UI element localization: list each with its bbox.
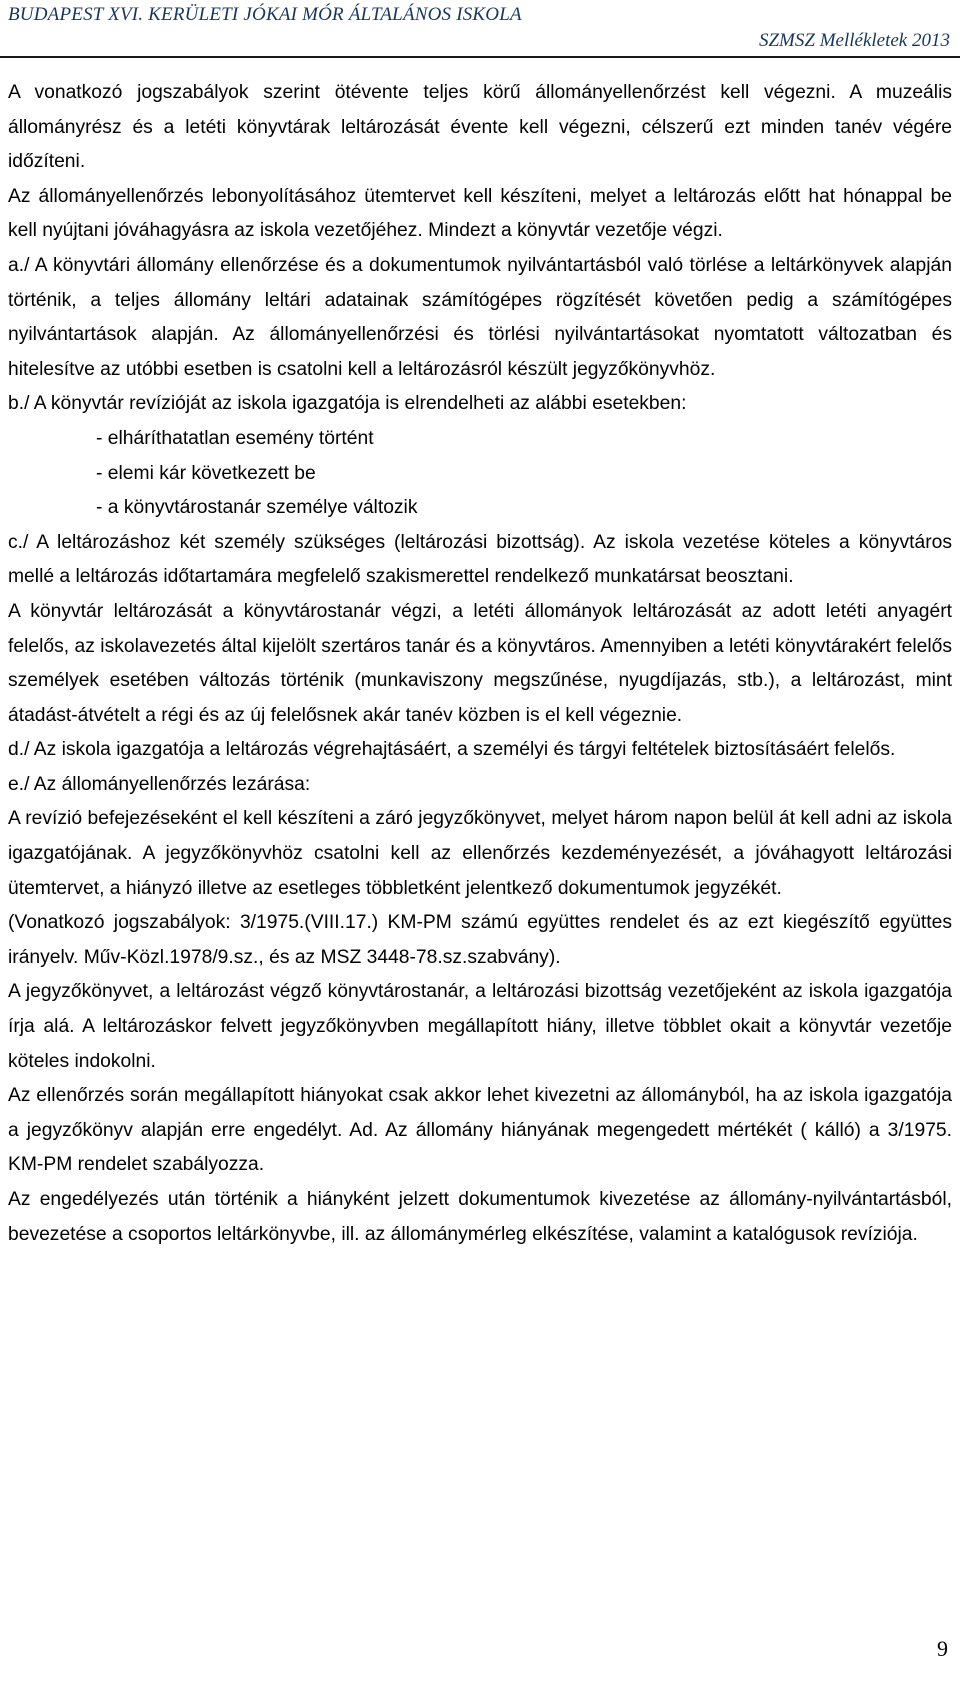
- paragraph: Az ellenőrzés során megállapított hiányokat csak akkor lehet kivezetni az állományból, ha az iskola igazgatója a jegyzőkönyv alapján erre engedélyt. Ad. Az állomány hiányának megengedett mértékét ( kálló) a 3/1975. KM-PM rendelet szabályozza.: [8, 1085, 952, 1176]
- header-divider: [0, 56, 960, 58]
- paragraph: A revízió befejezéseként el kell készíteni a záró jegyzőkönyvet, melyet három napon belül át kell adni az iskola igazgatójának. A jegyzőkönyvhöz csatolni kell az ellenőrzés kezdeményezését, a jóváhagyott leltározási ütemtervet, a hiányzó illetve az esetleges többletként jelentkező dokumentumok jegyzékét.: [8, 808, 952, 899]
- paragraph: (Vonatkozó jogszabályok: 3/1975.(VIII.17.) KM-PM számú együttes rendelet és az ezt kiegészítő együttes irányelv. Műv-Közl.1978/9.sz., és az MSZ 3448-78.sz.szabvány).: [8, 912, 952, 968]
- list-item: - elháríthatatlan esemény történt: [96, 427, 374, 449]
- paragraph: e./ Az állományellenőrzés lezárása:: [8, 773, 311, 795]
- revision-cases-list: [8, 422, 952, 526]
- document-label: SZMSZ Mellékletek 2013: [758, 30, 950, 51]
- paragraph: A könyvtár leltározását a könyvtárostanár végzi, a letéti állományok leltározását az adott letéti anyagért felelős, az iskolavezetés által kijelölt szertáros tanár és a könyvtáros. Amennyiben a letéti könyvtárakért felelős személyek esetében változás történik (munkaviszony megszűnése, nyugdíjazás, stb.), a leltározást, mint átadást-átvételt a régi és az új felelősnek akár tanév közben is el kell végeznie.: [8, 600, 952, 726]
- paragraph: d./ Az iskola igazgatója a leltározás végrehajtásáért, a személyi és tárgyi feltételek biztosításáért felelős.: [8, 739, 896, 761]
- paragraph: Az állományellenőrzés lebonyolításához ütemtervet kell készíteni, melyet a leltározás előtt hat hónappal be kell nyújtani jóváhagyásra az iskola vezetőjéhez. Mindezt a könyvtár vezetője végzi.: [8, 185, 952, 242]
- paragraph: b./ A könyvtár revízióját az iskola igazgatója is elrendelheti az alábbi esetekben:: [8, 393, 687, 415]
- paragraph: a./ A könyvtári állomány ellenőrzése és a dokumentumok nyilvántartásból való törlése a leltárkönyvek alapján történik, a teljes állomány leltári adatainak számítógépes rögzítését követően pedig a számítógépes nyilvántartások alapján. Az állományellenőrzési és törlési nyilvántartásokat nyomtatott változatban és hitelesítve az utóbbi esetben is csatolni kell a leltározásról készült jegyzőkönyvhöz.: [8, 254, 952, 380]
- list-item: - a könyvtárostanár személye változik: [96, 497, 418, 519]
- document-body: [8, 76, 952, 1252]
- paragraph: A vonatkozó jogszabályok szerint ötévente teljes körű állományellenőrzést kell végezni. A muzeális állományrész és a letéti könyvtárak leltározását évente kell végezni, célszerű ezt minden tanév végére időzíteni.: [8, 82, 952, 173]
- school-name: BUDAPEST XVI. KERÜLETI JÓKAI MÓR ÁLTALÁNOS ISKOLA: [8, 4, 522, 25]
- list-item: - elemi kár következett be: [96, 462, 316, 484]
- page-header: [0, 0, 960, 58]
- paragraph: Az engedélyezés után történik a hiányként jelzett dokumentumok kivezetése az állomány-nyilvántartásból, bevezetése a csoportos leltárkönyvbe, ill. az állománymérleg elkészítése, valamint a katalógusok revíziója.: [8, 1189, 952, 1245]
- page-number: 9: [937, 1636, 948, 1661]
- paragraph: A jegyzőkönyvet, a leltározást végző könyvtárostanár, a leltározási bizottság vezetőjeként az iskola igazgatója írja alá. A leltározáskor felvett jegyzőkönyvben megállapított hiány, illetve többlet okait a könyvtár vezetője köteles indokolni.: [8, 981, 952, 1072]
- paragraph: c./ A leltározáshoz két személy szükséges (leltározási bizottság). Az iskola vezetése köteles a könyvtáros mellé a leltározás időtartamára megfelelő szakismerettel rendelkező munkatársat beosztani.: [8, 531, 952, 588]
